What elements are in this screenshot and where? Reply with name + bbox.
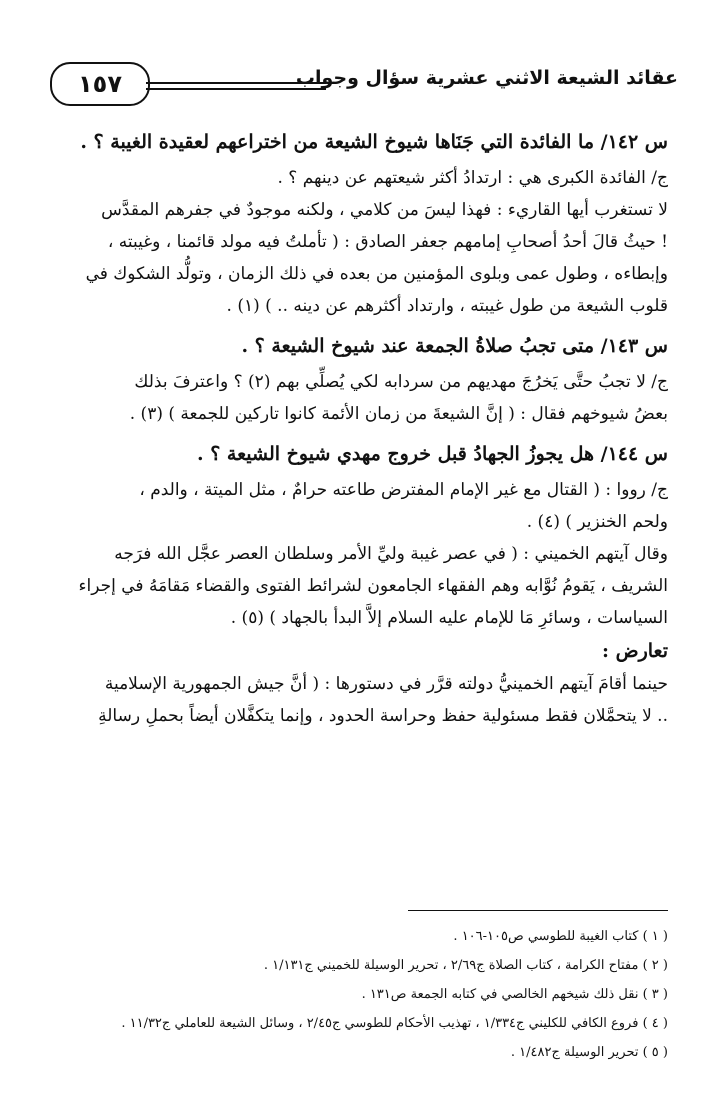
- page-number: ١٥٧: [50, 62, 150, 106]
- text-line: لا تستغرب أيها القاريء : فهذا ليسَ من كلامي ، ولكنه موجودٌ في جفرهم المقدَّس: [101, 200, 668, 220]
- text-line: وقال آيتهم الخميني : ( في عصر غيبة وليِّ الأمر وسلطان العصر عجَّل الله فرَجه: [114, 544, 668, 564]
- text-line: ج/ الفائدة الكبرى هي : ارتدادُ أكثر شيعتهم عن دينهم ؟ .: [277, 168, 668, 188]
- text-line: .. لا يتحمَّلان فقط مسئولية حفظ وحراسة الحدود ، وإنما يتكفَّلان أيضاً بحملِ رسالةِ: [98, 706, 668, 726]
- header-rule: [146, 82, 326, 84]
- header-rule: [146, 88, 326, 90]
- footnote-separator: [408, 910, 668, 911]
- footnote: ( ٥ ) تحرير الوسيلة ج١/٤٨٢ .: [510, 1045, 668, 1060]
- section-subheading: تعارض :: [601, 640, 668, 662]
- question-line: س ١٤٣/ متى تجبُ صلاةُ الجمعة عند شيوخ الشيعة ؟ .: [241, 335, 668, 357]
- footnote: ( ٤ ) فروع الكافي للكليني ج١/٣٣٤ ، تهذيب الأحكام للطوسي ج٢/٤٥ ، وسائل الشيعة للعاملي ج١١/٣٢ .: [121, 1016, 668, 1031]
- footnote: ( ٢ ) مفتاح الكرامة ، كتاب الصلاة ج٢/٦٩ ، تحرير الوسيلة للخميني ج١/١٣١ .: [263, 958, 668, 973]
- footnote: ( ٣ ) نقل ذلك شيخهم الخالصي في كتابه الجمعة ص١٣١ .: [361, 987, 668, 1002]
- text-line: ولحم الخنزير ) (٤) .: [526, 512, 668, 532]
- text-line: ! حيثُ قالَ أحدُ أصحابِ إمامهم جعفر الصادق : ( تأملتُ فيه مولد قائمنا ، وغيبته ،: [107, 232, 668, 252]
- text-line: السياسات ، وسائرِ مَا للإمام عليه السلام إلاَّ البدأ بالجهاد ) (٥) .: [230, 608, 668, 628]
- text-line: ج/ رووا : ( القتال مع غير الإمام المفترض طاعته حرامٌ ، مثل الميتة ، والدم ،: [139, 480, 668, 500]
- main-text: [34, 118, 668, 732]
- text-line: وإبطاءه ، وطول عمى وبلوى المؤمنين من بعده في ذلك الزمان ، وتولُّد الشكوك في: [85, 264, 668, 284]
- text-line: بعضُ شيوخهم فقال : ( إنَّ الشيعةَ من زمان الأئمة كانوا تاركين للجمعة ) (٣) .: [129, 404, 668, 424]
- page-header: [30, 52, 678, 112]
- question-line: س ١٤٤/ هل يجوزُ الجهادُ قبل خروج مهدي شيوخ الشيعة ؟ .: [196, 443, 668, 465]
- text-line: قلوب الشيعة من طول غيبته ، وارتداد أكثرهم عن دينه .. ) (١) .: [226, 296, 668, 316]
- footnote: ( ١ ) كتاب الغيبة للطوسي ص١٠٥-١٠٦ .: [453, 929, 668, 944]
- text-line: ج/ لا تجبُ حتَّى يَخرُجَ مهديهم من سردابه لكي يُصلِّي بهم (٢) ؟ واعترفَ بذلك: [134, 372, 668, 392]
- text-line: الشريف ، يَقومُ نُوَّابه وهم الفقهاء الجامعون لشرائط الفتوى والقضاء مَقامَهُ في إجراء: [78, 576, 668, 596]
- running-title: عقائد الشيعة الاثني عشرية سؤال وجواب: [295, 67, 678, 89]
- text-line: حينما أقامَ آيتهم الخمينيُّ دولته قرَّر في دستورها : ( أنَّ جيش الجمهورية الإسلامية: [104, 674, 668, 694]
- footnotes: [34, 922, 668, 1067]
- question-line: س ١٤٢/ ما الفائدة التي جَنَاها شيوخ الشيعة من اختراعهم لعقيدة الغيبة ؟ .: [80, 131, 668, 153]
